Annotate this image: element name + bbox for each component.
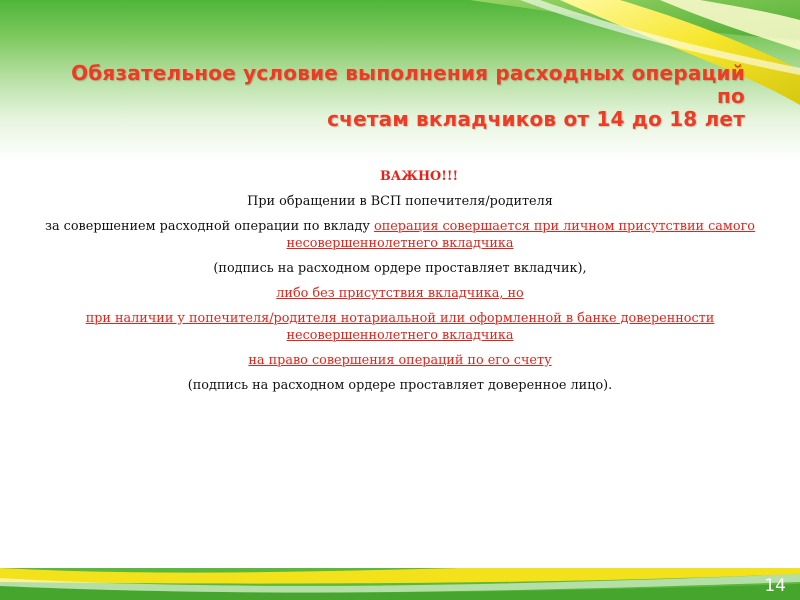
personal-presence-link[interactable]: операция совершается при личном присутствии самого несовершеннолетнего вкладчика xyxy=(286,219,755,251)
power-of-attorney-link[interactable]: при наличии у попечителя/родителя нотариальной или оформленной в банке доверенности несовершеннолетнего вкладчика xyxy=(85,311,715,343)
without-presence-link[interactable]: либо без присутствия вкладчика, но xyxy=(276,286,524,301)
slide-title xyxy=(45,62,745,131)
slide-title-line1: Обязательное условие выполнения расходных операций по xyxy=(71,61,745,108)
paragraph-appeal: При обращении в ВСП попечителя/родителя xyxy=(247,194,553,209)
paragraph-operation xyxy=(40,218,760,252)
paragraph-signature-trustee: (подпись на расходном ордере проставляет доверенное лицо). xyxy=(187,378,613,393)
footer-band xyxy=(0,568,800,600)
important-label: ВАЖНО!!! xyxy=(379,169,459,184)
paragraph-operation-text: за совершением расходной операции по вкладу xyxy=(45,219,374,234)
page-number: 14 xyxy=(764,576,786,596)
right-to-operations-link[interactable]: на право совершения операций по его счету xyxy=(248,353,552,368)
paragraph-signature-depositor: (подпись на расходном ордере проставляет вкладчик), xyxy=(213,261,587,276)
slide-title-line2: счетам вкладчиков от 14 до 18 лет xyxy=(327,107,745,131)
slide-body xyxy=(40,168,760,402)
